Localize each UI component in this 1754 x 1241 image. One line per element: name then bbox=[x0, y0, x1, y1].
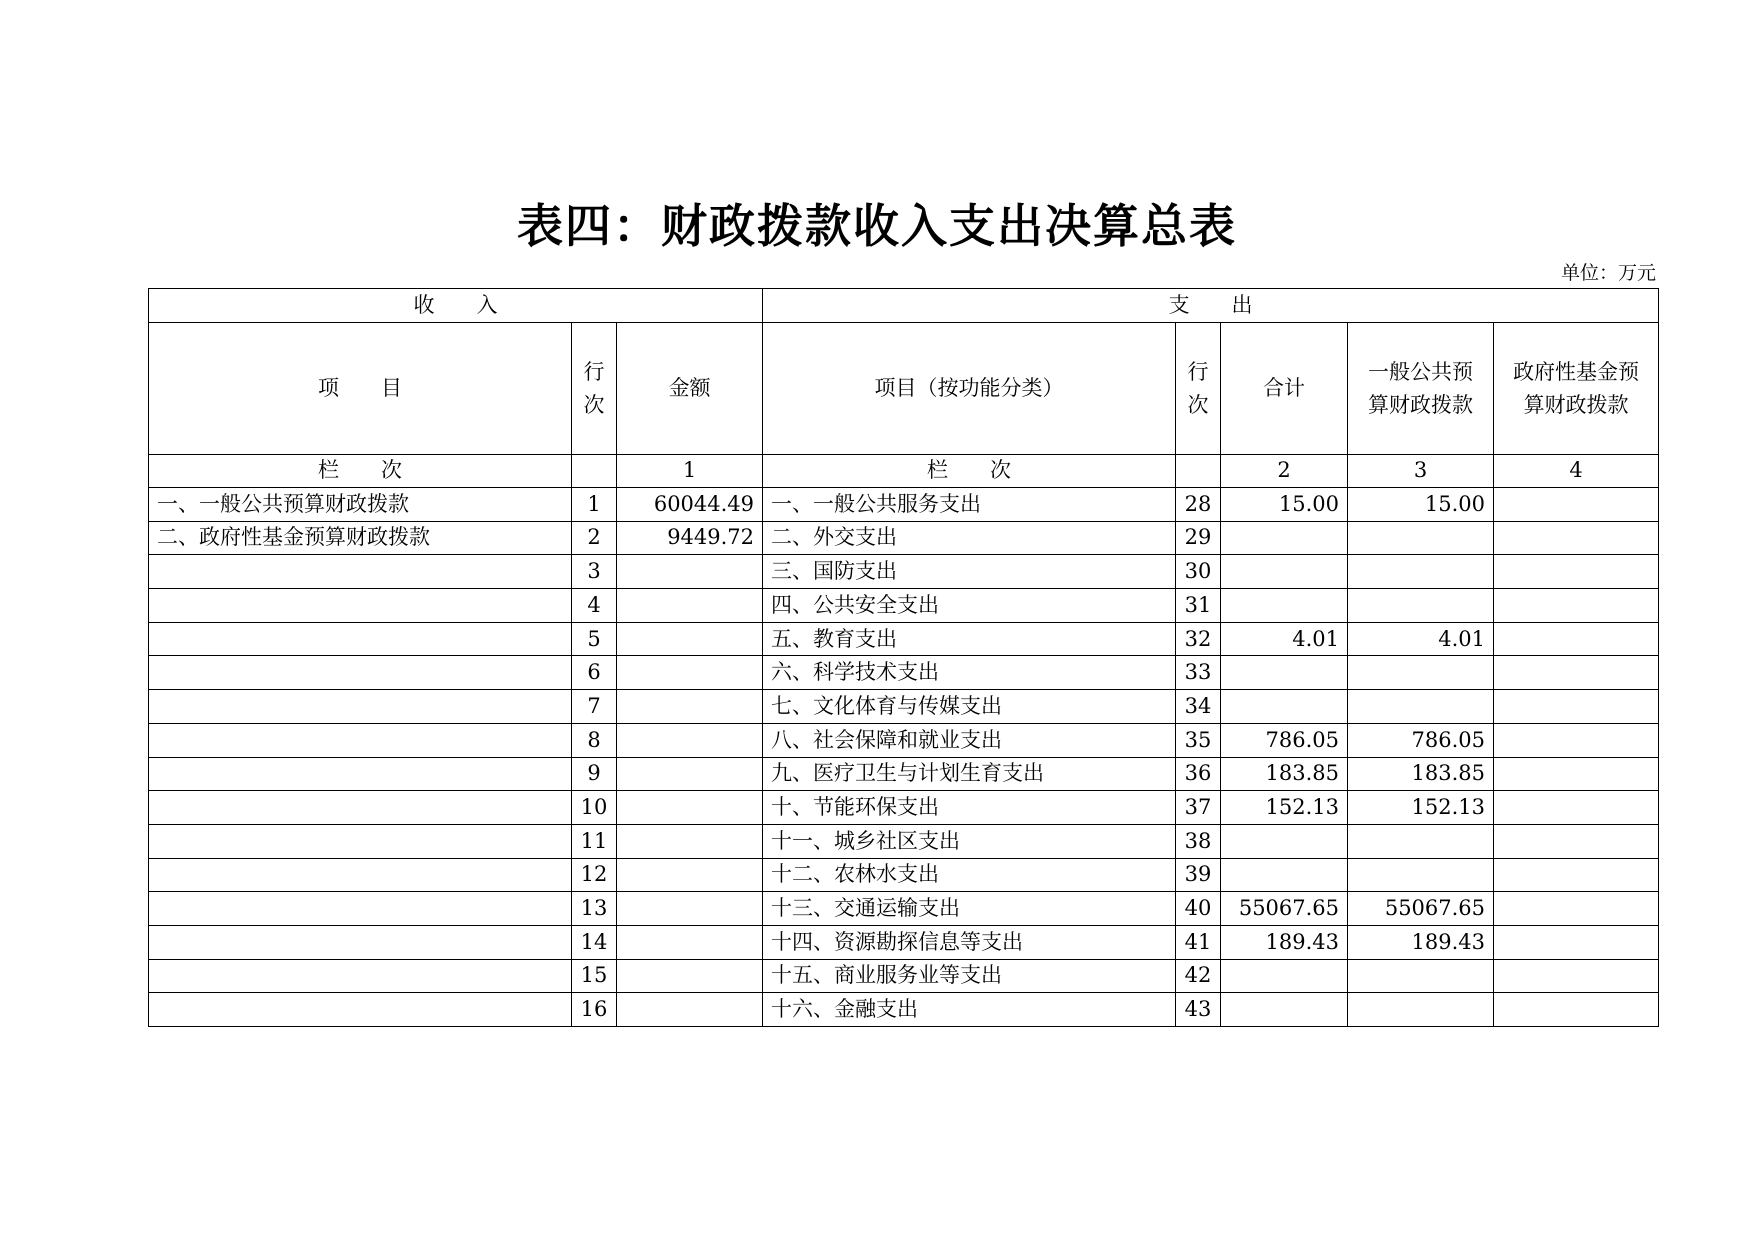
income-item-cell bbox=[149, 555, 572, 589]
table-body bbox=[149, 488, 1659, 1027]
expense-item-cell: 十一、城乡社区支出 bbox=[763, 824, 1176, 858]
expense-total-cell bbox=[1221, 656, 1348, 690]
income-line-cell: 4 bbox=[572, 589, 617, 623]
expense-total-cell: 189.43 bbox=[1221, 925, 1348, 959]
income-item-cell bbox=[149, 824, 572, 858]
table-row bbox=[149, 858, 1659, 892]
expense-total-cell bbox=[1221, 690, 1348, 724]
table-row bbox=[149, 959, 1659, 993]
expense-line-header: 行次 bbox=[1176, 323, 1221, 455]
expense-general-cell bbox=[1348, 656, 1494, 690]
expense-total-cell bbox=[1221, 555, 1348, 589]
expense-item-cell: 十四、资源勘探信息等支出 bbox=[763, 925, 1176, 959]
expense-general-cell bbox=[1348, 993, 1494, 1027]
expense-total-cell: 15.00 bbox=[1221, 488, 1348, 522]
expense-general-cell bbox=[1348, 824, 1494, 858]
table-row bbox=[149, 892, 1659, 926]
expense-general-cell bbox=[1348, 555, 1494, 589]
income-item-cell: 二、政府性基金预算财政拨款 bbox=[149, 521, 572, 555]
expense-item-cell: 十六、金融支出 bbox=[763, 993, 1176, 1027]
expense-line-cell: 33 bbox=[1176, 656, 1221, 690]
expense-total-cell: 152.13 bbox=[1221, 791, 1348, 825]
expense-line-cell: 31 bbox=[1176, 589, 1221, 623]
expense-fund-cell bbox=[1494, 589, 1659, 623]
table-row bbox=[149, 690, 1659, 724]
income-line-cell: 14 bbox=[572, 925, 617, 959]
expense-lanci-col4: 4 bbox=[1494, 455, 1659, 488]
expense-item-cell: 七、文化体育与传媒支出 bbox=[763, 690, 1176, 724]
expense-fund-cell bbox=[1494, 824, 1659, 858]
expense-item-cell: 二、外交支出 bbox=[763, 521, 1176, 555]
expense-general-cell: 4.01 bbox=[1348, 622, 1494, 656]
budget-table bbox=[148, 288, 1659, 1027]
income-line-cell: 3 bbox=[572, 555, 617, 589]
expense-fund-cell bbox=[1494, 993, 1659, 1027]
expense-general-header: 一般公共预算财政拨款 bbox=[1348, 323, 1494, 455]
expense-fund-cell bbox=[1494, 791, 1659, 825]
column-number-row bbox=[149, 455, 1659, 488]
income-item-cell: 一、一般公共预算财政拨款 bbox=[149, 488, 572, 522]
income-line-cell: 16 bbox=[572, 993, 617, 1027]
expense-line-cell: 30 bbox=[1176, 555, 1221, 589]
expense-line-cell: 38 bbox=[1176, 824, 1221, 858]
expense-line-cell: 43 bbox=[1176, 993, 1221, 1027]
income-item-cell bbox=[149, 791, 572, 825]
income-line-header: 行次 bbox=[572, 323, 617, 455]
expense-total-cell bbox=[1221, 858, 1348, 892]
table-row bbox=[149, 757, 1659, 791]
income-amount-cell bbox=[617, 690, 763, 724]
income-amount-cell bbox=[617, 959, 763, 993]
expense-line-cell: 35 bbox=[1176, 723, 1221, 757]
expense-total-cell: 183.85 bbox=[1221, 757, 1348, 791]
expense-lanci-label: 栏 次 bbox=[763, 455, 1176, 488]
expense-line-cell: 36 bbox=[1176, 757, 1221, 791]
income-line-cell: 2 bbox=[572, 521, 617, 555]
income-line-cell: 15 bbox=[572, 959, 617, 993]
expense-item-cell: 三、国防支出 bbox=[763, 555, 1176, 589]
income-amount-cell: 60044.49 bbox=[617, 488, 763, 522]
expense-item-cell: 十三、交通运输支出 bbox=[763, 892, 1176, 926]
income-amount-cell bbox=[617, 925, 763, 959]
expense-total-cell bbox=[1221, 959, 1348, 993]
expense-total-header: 合计 bbox=[1221, 323, 1348, 455]
table-row bbox=[149, 723, 1659, 757]
income-amount-cell bbox=[617, 791, 763, 825]
table-row bbox=[149, 824, 1659, 858]
income-line-cell: 5 bbox=[572, 622, 617, 656]
income-amount-cell bbox=[617, 858, 763, 892]
expense-general-cell: 15.00 bbox=[1348, 488, 1494, 522]
expense-line-cell: 28 bbox=[1176, 488, 1221, 522]
page-title: 表四：财政拨款收入支出决算总表 bbox=[517, 199, 1237, 253]
income-item-cell bbox=[149, 959, 572, 993]
table-row bbox=[149, 488, 1659, 522]
income-item-cell bbox=[149, 858, 572, 892]
income-item-cell bbox=[149, 892, 572, 926]
expense-item-cell: 一、一般公共服务支出 bbox=[763, 488, 1176, 522]
income-amount-cell bbox=[617, 555, 763, 589]
expense-line-cell: 41 bbox=[1176, 925, 1221, 959]
expense-line-cell: 42 bbox=[1176, 959, 1221, 993]
expense-total-cell: 4.01 bbox=[1221, 622, 1348, 656]
expense-fund-cell bbox=[1494, 723, 1659, 757]
income-amount-cell bbox=[617, 723, 763, 757]
income-line-cell: 10 bbox=[572, 791, 617, 825]
expense-line-cell: 40 bbox=[1176, 892, 1221, 926]
income-amount-cell bbox=[617, 622, 763, 656]
expense-item-cell: 九、医疗卫生与计划生育支出 bbox=[763, 757, 1176, 791]
expense-lanci-line bbox=[1176, 455, 1221, 488]
expense-total-cell bbox=[1221, 993, 1348, 1027]
expense-fund-cell bbox=[1494, 690, 1659, 724]
income-amount-cell bbox=[617, 757, 763, 791]
expense-line-cell: 34 bbox=[1176, 690, 1221, 724]
income-amount-cell bbox=[617, 892, 763, 926]
expense-fund-cell bbox=[1494, 925, 1659, 959]
expense-item-cell: 六、科学技术支出 bbox=[763, 656, 1176, 690]
expense-line-cell: 37 bbox=[1176, 791, 1221, 825]
expense-fund-cell bbox=[1494, 757, 1659, 791]
column-header-row bbox=[149, 323, 1659, 455]
expense-general-cell: 786.05 bbox=[1348, 723, 1494, 757]
expense-fund-cell bbox=[1494, 521, 1659, 555]
expense-line-cell: 39 bbox=[1176, 858, 1221, 892]
expense-item-cell: 八、社会保障和就业支出 bbox=[763, 723, 1176, 757]
income-item-cell bbox=[149, 622, 572, 656]
income-lanci-line bbox=[572, 455, 617, 488]
income-line-cell: 6 bbox=[572, 656, 617, 690]
table-row bbox=[149, 622, 1659, 656]
expense-general-cell: 152.13 bbox=[1348, 791, 1494, 825]
expense-item-cell: 五、教育支出 bbox=[763, 622, 1176, 656]
expense-general-cell: 55067.65 bbox=[1348, 892, 1494, 926]
income-line-cell: 13 bbox=[572, 892, 617, 926]
unit-label: 单位：万元 bbox=[1560, 262, 1656, 284]
income-item-cell bbox=[149, 656, 572, 690]
income-amount-cell bbox=[617, 589, 763, 623]
section-header-row bbox=[149, 289, 1659, 323]
income-item-cell bbox=[149, 589, 572, 623]
income-item-header: 项 目 bbox=[149, 323, 572, 455]
expense-general-cell bbox=[1348, 690, 1494, 724]
table-row bbox=[149, 521, 1659, 555]
income-item-cell bbox=[149, 723, 572, 757]
income-item-cell bbox=[149, 993, 572, 1027]
expense-total-cell bbox=[1221, 824, 1348, 858]
expense-fund-cell bbox=[1494, 959, 1659, 993]
income-lanci-col1: 1 bbox=[617, 455, 763, 488]
income-line-cell: 11 bbox=[572, 824, 617, 858]
table-row bbox=[149, 925, 1659, 959]
table-row bbox=[149, 791, 1659, 825]
expense-fund-cell bbox=[1494, 555, 1659, 589]
expense-fund-cell bbox=[1494, 622, 1659, 656]
expense-item-header: 项目（按功能分类） bbox=[763, 323, 1176, 455]
expense-general-cell bbox=[1348, 858, 1494, 892]
expense-general-cell bbox=[1348, 521, 1494, 555]
income-amount-cell bbox=[617, 656, 763, 690]
income-line-cell: 12 bbox=[572, 858, 617, 892]
income-line-cell: 1 bbox=[572, 488, 617, 522]
expense-item-cell: 四、公共安全支出 bbox=[763, 589, 1176, 623]
expense-line-cell: 32 bbox=[1176, 622, 1221, 656]
income-amount-cell bbox=[617, 993, 763, 1027]
income-lanci-label: 栏 次 bbox=[149, 455, 572, 488]
table-row bbox=[149, 589, 1659, 623]
table-row bbox=[149, 656, 1659, 690]
income-line-cell: 8 bbox=[572, 723, 617, 757]
expense-total-cell bbox=[1221, 521, 1348, 555]
income-line-cell: 9 bbox=[572, 757, 617, 791]
table-row bbox=[149, 993, 1659, 1027]
table-row bbox=[149, 555, 1659, 589]
expense-item-cell: 十、节能环保支出 bbox=[763, 791, 1176, 825]
income-section-header: 收 入 bbox=[149, 289, 763, 323]
expense-fund-cell bbox=[1494, 892, 1659, 926]
income-item-cell bbox=[149, 925, 572, 959]
expense-general-cell bbox=[1348, 959, 1494, 993]
expense-total-cell: 786.05 bbox=[1221, 723, 1348, 757]
income-amount-header: 金额 bbox=[617, 323, 763, 455]
expense-lanci-col3: 3 bbox=[1348, 455, 1494, 488]
income-line-cell: 7 bbox=[572, 690, 617, 724]
income-amount-cell: 9449.72 bbox=[617, 521, 763, 555]
expense-lanci-col2: 2 bbox=[1221, 455, 1348, 488]
expense-total-cell: 55067.65 bbox=[1221, 892, 1348, 926]
expense-general-cell: 183.85 bbox=[1348, 757, 1494, 791]
expense-fund-cell bbox=[1494, 858, 1659, 892]
expense-section-header: 支 出 bbox=[763, 289, 1659, 323]
expense-general-cell bbox=[1348, 589, 1494, 623]
expense-total-cell bbox=[1221, 589, 1348, 623]
income-item-cell bbox=[149, 690, 572, 724]
expense-line-cell: 29 bbox=[1176, 521, 1221, 555]
income-item-cell bbox=[149, 757, 572, 791]
expense-fund-header: 政府性基金预算财政拨款 bbox=[1494, 323, 1659, 455]
expense-item-cell: 十五、商业服务业等支出 bbox=[763, 959, 1176, 993]
expense-item-cell: 十二、农林水支出 bbox=[763, 858, 1176, 892]
income-amount-cell bbox=[617, 824, 763, 858]
expense-fund-cell bbox=[1494, 656, 1659, 690]
expense-general-cell: 189.43 bbox=[1348, 925, 1494, 959]
expense-fund-cell bbox=[1494, 488, 1659, 522]
